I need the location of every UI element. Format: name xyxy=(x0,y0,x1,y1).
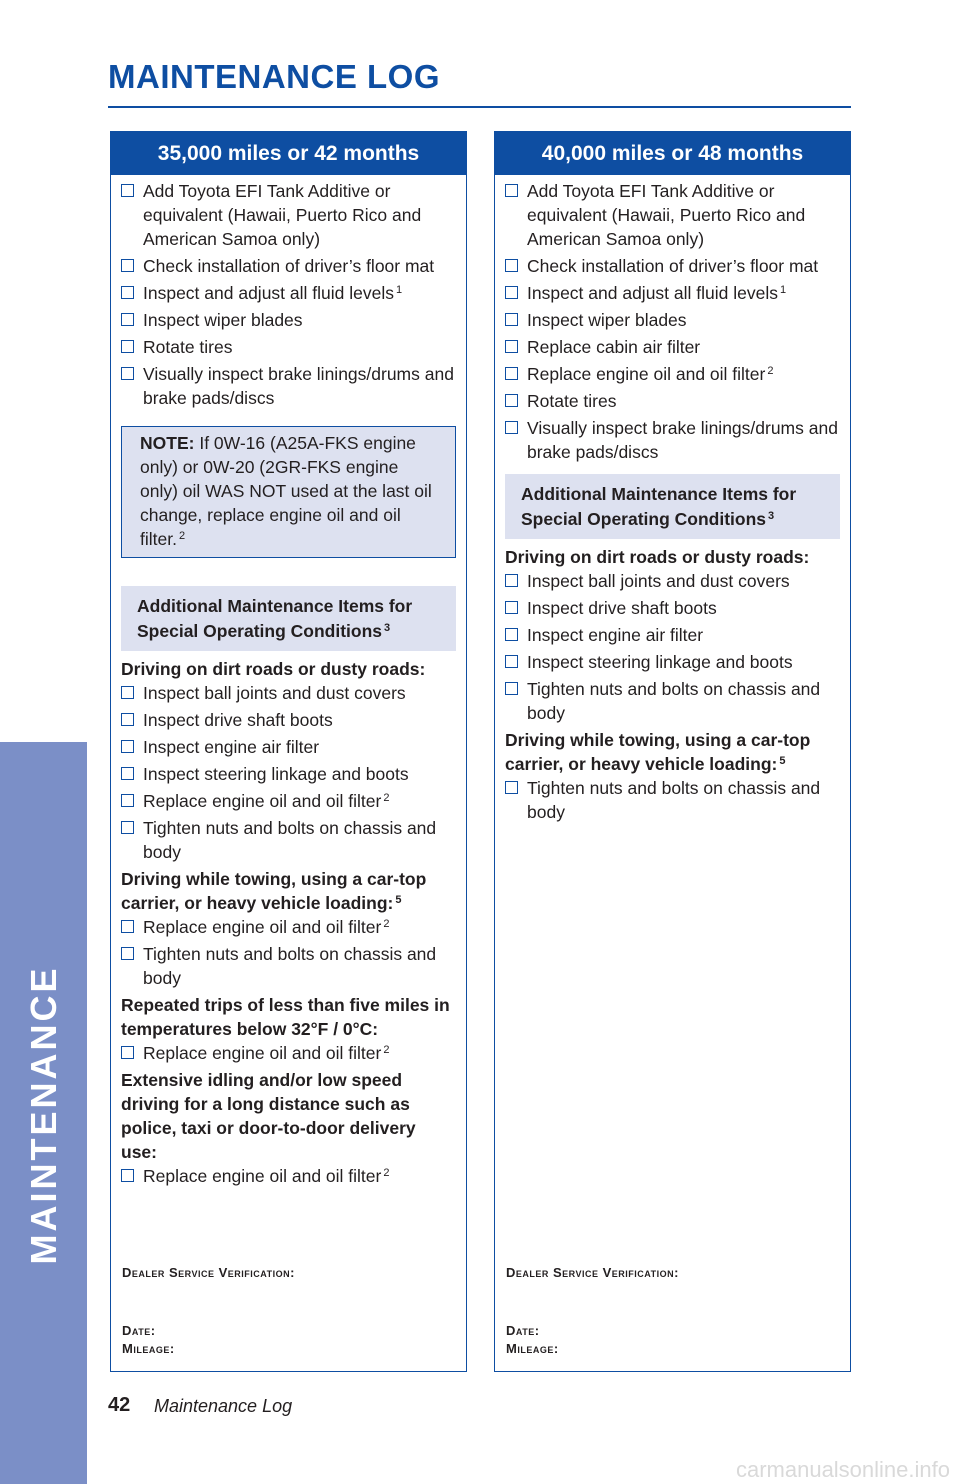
checkbox-icon[interactable] xyxy=(121,713,134,726)
mileage-label: Mileage: xyxy=(122,1341,175,1356)
checklist-item-text: Visually inspect brake linings/drums and brake pads/discs xyxy=(527,418,838,462)
checklist-item xyxy=(121,254,456,278)
footnote-marker: 2 xyxy=(383,1044,390,1056)
note-label: NOTE: xyxy=(140,433,195,453)
checklist-item xyxy=(121,335,456,359)
checkbox-icon[interactable] xyxy=(505,421,518,434)
footnote-marker: 1 xyxy=(779,284,787,296)
checkbox-icon[interactable] xyxy=(505,340,518,353)
checkbox-icon[interactable] xyxy=(121,340,134,353)
checklist-item-text: Rotate tires xyxy=(527,391,617,411)
checklist-item xyxy=(505,776,840,824)
date-label: Date: xyxy=(122,1323,156,1338)
checklist-item xyxy=(505,179,840,251)
checklist-item-text: Inspect drive shaft boots xyxy=(143,710,333,730)
checklist-item xyxy=(121,362,456,410)
checklist-item xyxy=(121,1164,456,1188)
checklist-item-text: Inspect steering linkage and boots xyxy=(527,652,793,672)
checklist-item-text: Visually inspect brake linings/drums and brake pads/discs xyxy=(143,364,454,408)
checklist-item xyxy=(505,623,840,647)
checklist-item-text: Add Toyota EFI Tank Additive or equivalent (Hawaii, Puerto Rico and American Samoa only) xyxy=(527,181,806,249)
checklist-item xyxy=(121,708,456,732)
checkbox-icon[interactable] xyxy=(505,394,518,407)
checklist-item xyxy=(121,789,456,813)
page-title: MAINTENANCE LOG xyxy=(108,58,440,95)
checklist-item-text: Inspect engine air filter xyxy=(143,737,320,757)
checklist-item-text: Inspect wiper blades xyxy=(527,310,687,330)
condition-heading: Driving while towing, using a car-top carrier, or heavy vehicle loading: $^5$ xyxy=(505,730,811,774)
checkbox-icon[interactable] xyxy=(505,601,518,614)
checkbox-icon[interactable] xyxy=(505,367,518,380)
checklist-item xyxy=(121,1041,456,1065)
checklist-item-text: Tighten nuts and bolts on chassis and body xyxy=(143,818,437,862)
page-number: 42 xyxy=(108,1394,131,1416)
checkbox-icon[interactable] xyxy=(505,184,518,197)
additional-items-heading: Additional Maintenance Items for Special Operating Conditions $^3$ xyxy=(505,474,840,539)
checklist-item-text: Replace cabin air filter xyxy=(527,337,701,357)
checklist-item xyxy=(121,681,456,705)
checkbox-icon[interactable] xyxy=(505,286,518,299)
checkbox-icon[interactable] xyxy=(121,286,134,299)
additional-items-heading: Additional Maintenance Items for Special Operating Conditions $^3$ xyxy=(121,586,456,651)
column-body xyxy=(111,175,466,1188)
checklist-item xyxy=(121,816,456,864)
footnote-marker: 2 xyxy=(383,918,390,930)
checklist-item xyxy=(505,281,840,305)
title-divider xyxy=(108,106,851,108)
checklist-item xyxy=(505,596,840,620)
footer-section-title: Maintenance Log xyxy=(154,1396,293,1416)
checkbox-icon[interactable] xyxy=(505,259,518,272)
checklist-item xyxy=(121,942,456,990)
column-body xyxy=(495,175,850,824)
checklist-item xyxy=(505,677,840,725)
checkbox-icon[interactable] xyxy=(121,920,134,933)
checklist-item-text: Inspect and adjust all fluid levels xyxy=(143,283,394,303)
checkbox-icon[interactable] xyxy=(505,781,518,794)
condition-heading: Driving while towing, using a car-top carrier, or heavy vehicle loading: $^5$ xyxy=(121,869,427,913)
checkbox-icon[interactable] xyxy=(121,767,134,780)
checklist-item-text: Inspect and adjust all fluid levels xyxy=(527,283,778,303)
checklist-item-text: Tighten nuts and bolts on chassis and body xyxy=(143,944,437,988)
checkbox-icon[interactable] xyxy=(121,686,134,699)
checklist-item xyxy=(121,735,456,759)
checklist-item-text: Inspect wiper blades xyxy=(143,310,303,330)
dealer-verification-label: Dealer Service Verification: xyxy=(506,1265,679,1280)
date-label: Date: xyxy=(506,1323,540,1338)
checklist-item xyxy=(505,416,840,464)
checklist-item-text: Check installation of driver’s floor mat xyxy=(143,256,435,276)
checkbox-icon[interactable] xyxy=(121,947,134,960)
checklist-item-text: Inspect drive shaft boots xyxy=(527,598,717,618)
condition-heading: Repeated trips of less than five miles in temperatures below 32°F / 0°C: xyxy=(121,995,450,1039)
checkbox-icon[interactable] xyxy=(121,794,134,807)
checklist-item-text: Inspect engine air filter xyxy=(527,625,704,645)
checkbox-icon[interactable] xyxy=(121,313,134,326)
side-tab-label: MAINTENANCE xyxy=(23,965,64,1265)
checklist-item xyxy=(121,281,456,305)
checklist-item-text: Check installation of driver’s floor mat xyxy=(527,256,819,276)
checkbox-icon[interactable] xyxy=(505,682,518,695)
footnote-marker: 2 xyxy=(383,1167,390,1179)
checklist-item-text: Inspect steering linkage and boots xyxy=(143,764,409,784)
checkbox-icon[interactable] xyxy=(505,574,518,587)
checklist-item-text: Replace engine oil and oil filter xyxy=(143,791,382,811)
checkbox-icon[interactable] xyxy=(121,740,134,753)
maintenance-column-35000 xyxy=(110,131,467,1372)
checkbox-icon[interactable] xyxy=(121,184,134,197)
footnote-marker: 1 xyxy=(395,284,403,296)
column-heading: 40,000 miles or 48 months xyxy=(495,132,850,175)
condition-heading: Driving on dirt roads or dusty roads: xyxy=(121,659,426,679)
checklist-item xyxy=(505,650,840,674)
checklist-item xyxy=(505,308,840,332)
condition-heading: Driving on dirt roads or dusty roads: xyxy=(505,547,810,567)
checklist-item xyxy=(505,362,840,386)
checklist-item-text: Rotate tires xyxy=(143,337,233,357)
watermark: carmanualsonline.info xyxy=(735,1457,950,1482)
checklist-item xyxy=(121,179,456,251)
footnote-marker: 2 xyxy=(383,792,390,804)
checklist-item-text: Replace engine oil and oil filter xyxy=(143,1166,382,1186)
note-footnote: 2 xyxy=(178,530,186,542)
condition-heading: Extensive idling and/or low speed driving for a long distance such as police, taxi or door-to-door delivery use: xyxy=(121,1070,416,1162)
footnote-marker: 2 xyxy=(767,365,774,377)
checklist-item xyxy=(505,335,840,359)
oil-note xyxy=(121,426,456,558)
checklist-item-text: Replace engine oil and oil filter xyxy=(143,1043,382,1063)
checkbox-icon[interactable] xyxy=(121,259,134,272)
checklist-item xyxy=(505,389,840,413)
checkbox-icon[interactable] xyxy=(121,1169,134,1182)
checkbox-icon[interactable] xyxy=(121,1046,134,1059)
checklist-item xyxy=(121,308,456,332)
checklist-item xyxy=(121,762,456,786)
checklist-item xyxy=(505,569,840,593)
checkbox-icon[interactable] xyxy=(121,821,134,834)
checklist-item-text: Tighten nuts and bolts on chassis and body xyxy=(527,679,821,723)
dealer-verification-label: Dealer Service Verification: xyxy=(122,1265,295,1280)
checklist-item-text: Tighten nuts and bolts on chassis and body xyxy=(527,778,821,822)
checkbox-icon[interactable] xyxy=(505,628,518,641)
note-text: If 0W-16 (A25A-FKS engine only) or 0W-20 (2GR-FKS engine only) oil WAS NOT used at the last oil change, replace engine oil and oil filter. xyxy=(140,433,432,549)
checklist-item-text: Replace engine oil and oil filter xyxy=(143,917,382,937)
checklist-item-text: Inspect ball joints and dust covers xyxy=(143,683,406,703)
checkbox-icon[interactable] xyxy=(505,313,518,326)
checkbox-icon[interactable] xyxy=(505,655,518,668)
checklist-item xyxy=(121,915,456,939)
column-heading: 35,000 miles or 42 months xyxy=(111,132,466,175)
checklist-item-text: Inspect ball joints and dust covers xyxy=(527,571,790,591)
mileage-label: Mileage: xyxy=(506,1341,559,1356)
checklist-item-text: Add Toyota EFI Tank Additive or equivalent (Hawaii, Puerto Rico and American Samoa only) xyxy=(143,181,422,249)
checklist-item-text: Replace engine oil and oil filter xyxy=(527,364,766,384)
checklist-item xyxy=(505,254,840,278)
checkbox-icon[interactable] xyxy=(121,367,134,380)
maintenance-column-40000 xyxy=(494,131,851,1372)
